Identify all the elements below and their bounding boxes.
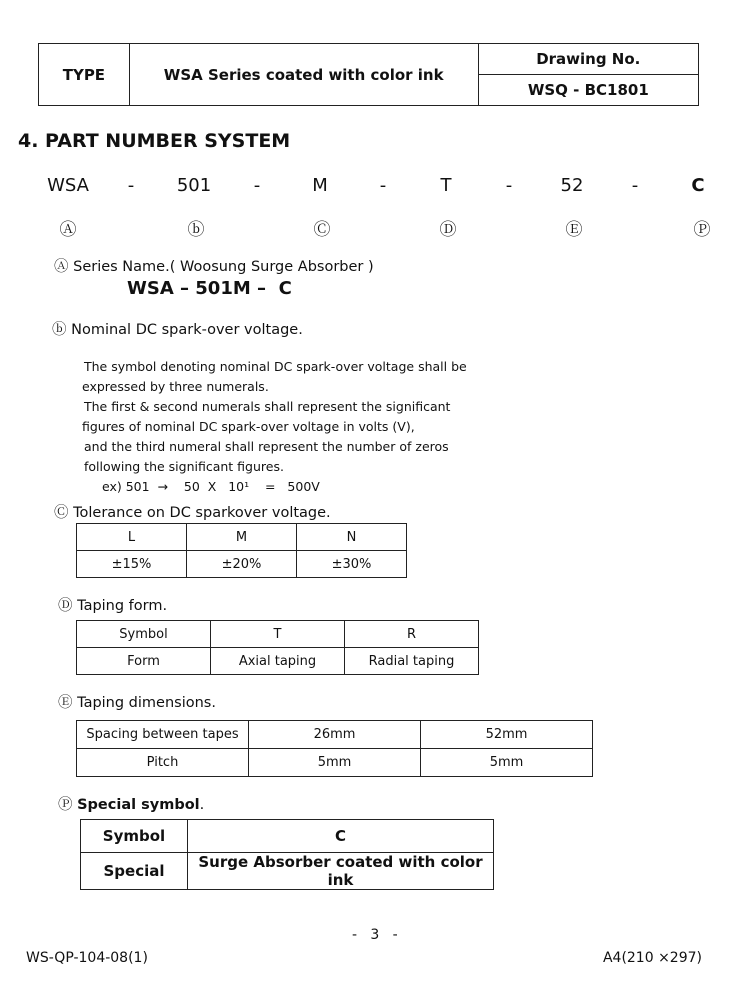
part-code-taping: T bbox=[440, 175, 452, 196]
item-f-title: Special symbol bbox=[77, 797, 200, 813]
drawing-no-label: Drawing No. bbox=[478, 44, 698, 75]
table-cell: C bbox=[188, 820, 494, 853]
item-a-example: WSA – 501M – C bbox=[127, 278, 292, 299]
table-cell: Symbol bbox=[81, 820, 188, 853]
item-b-line: and the third numeral shall represent the number of zeros bbox=[84, 439, 449, 454]
code-label-b: ⓑ bbox=[187, 220, 205, 240]
item-d-label: Ⓓ Taping form. bbox=[58, 598, 168, 614]
item-c-label: Ⓒ Tolerance on DC sparkover voltage. bbox=[54, 505, 331, 521]
part-code-tolerance: M bbox=[312, 175, 328, 196]
taping-dimensions-table bbox=[76, 720, 593, 777]
item-b-line: The symbol denoting nominal DC spark-over voltage shall be bbox=[84, 359, 467, 374]
part-code-series: WSA bbox=[47, 175, 89, 196]
code-label-d: Ⓓ bbox=[439, 220, 457, 240]
table-cell: M bbox=[187, 524, 297, 551]
code-label-f: Ⓟ bbox=[693, 220, 711, 240]
table-cell: Symbol bbox=[77, 621, 211, 648]
part-separator: - bbox=[631, 175, 639, 196]
item-f-code: Ⓟ bbox=[58, 797, 73, 813]
table-cell: Spacing between tapes bbox=[77, 721, 249, 749]
item-b-example: ex) 501 → 50 X 10¹ = 500V bbox=[102, 479, 320, 494]
table-cell: 26mm bbox=[249, 721, 421, 749]
item-f-period: . bbox=[199, 797, 205, 813]
item-b-line: figures of nominal DC spark-over voltage in volts (V), bbox=[82, 419, 415, 434]
part-code-special: C bbox=[691, 175, 705, 196]
table-cell: 5mm bbox=[421, 749, 593, 777]
item-b-line: The first & second numerals shall represent the significant bbox=[84, 399, 451, 414]
item-f-label bbox=[58, 793, 204, 814]
code-label-a: Ⓐ bbox=[59, 220, 77, 240]
part-code-dimension: 52 bbox=[560, 175, 584, 196]
part-separator: - bbox=[505, 175, 513, 196]
part-separator: - bbox=[253, 175, 261, 196]
table-cell: Special bbox=[81, 853, 188, 890]
table-cell: 5mm bbox=[249, 749, 421, 777]
table-cell: ±15% bbox=[77, 551, 187, 578]
page-number: - 3 - bbox=[352, 927, 398, 943]
part-code-voltage: 501 bbox=[176, 175, 212, 196]
code-label-e: Ⓔ bbox=[565, 220, 583, 240]
table-cell: R bbox=[345, 621, 479, 648]
table-cell: Form bbox=[77, 648, 211, 675]
special-symbol-table bbox=[80, 819, 494, 890]
table-cell: T bbox=[211, 621, 345, 648]
document-title: WSA Series coated with color ink bbox=[129, 44, 478, 106]
item-a-label: Ⓐ Series Name.( Woosung Surge Absorber ) bbox=[54, 259, 374, 275]
table-cell: Axial taping bbox=[211, 648, 345, 675]
tolerance-table bbox=[76, 523, 407, 578]
table-cell: Pitch bbox=[77, 749, 249, 777]
code-label-c: Ⓒ bbox=[313, 220, 331, 240]
type-label: TYPE bbox=[39, 44, 130, 106]
part-separator: - bbox=[127, 175, 135, 196]
drawing-no-value: WSQ - BC1801 bbox=[478, 75, 698, 106]
table-cell: N bbox=[297, 524, 407, 551]
item-e-label: Ⓔ Taping dimensions. bbox=[58, 695, 216, 711]
table-cell: L bbox=[77, 524, 187, 551]
taping-form-table bbox=[76, 620, 479, 675]
item-b-line: expressed by three numerals. bbox=[82, 379, 269, 394]
form-number: WS-QP-104-08(1) bbox=[26, 950, 148, 966]
table-cell: ±30% bbox=[297, 551, 407, 578]
item-b-label: ⓑ Nominal DC spark-over voltage. bbox=[52, 322, 303, 338]
header-box bbox=[38, 43, 699, 106]
table-cell: ±20% bbox=[187, 551, 297, 578]
table-cell: 52mm bbox=[421, 721, 593, 749]
section-title: 4. PART NUMBER SYSTEM bbox=[18, 130, 291, 152]
part-separator: - bbox=[379, 175, 387, 196]
table-cell: Surge Absorber coated with color ink bbox=[188, 853, 494, 890]
table-cell: Radial taping bbox=[345, 648, 479, 675]
item-b-line: following the significant figures. bbox=[84, 459, 284, 474]
paper-size: A4(210 ×297) bbox=[602, 950, 702, 966]
